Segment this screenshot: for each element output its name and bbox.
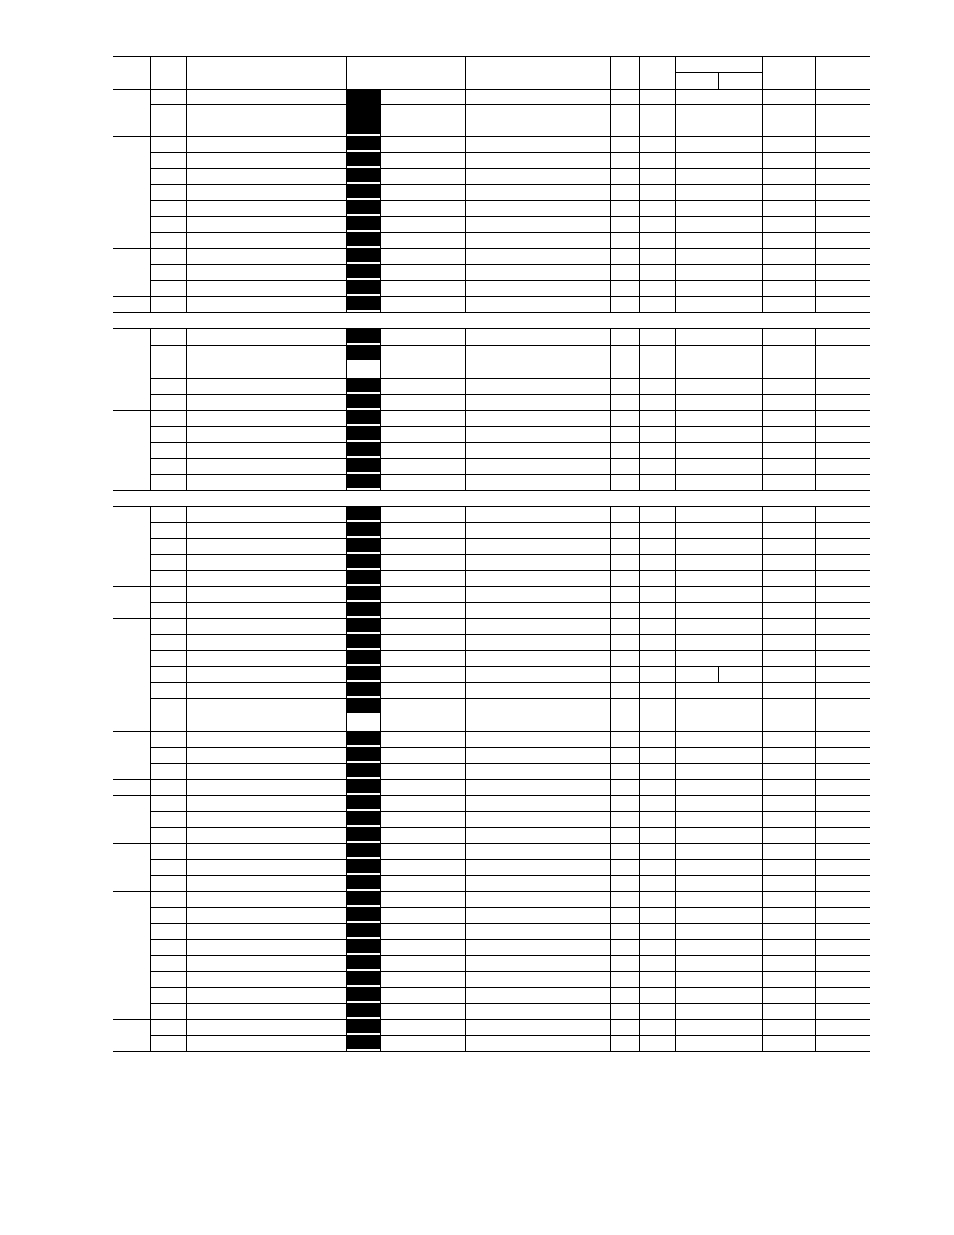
section-3-filled-cell-10 (346, 667, 380, 680)
section-1-filled-cell-12 (346, 297, 380, 310)
section-1-filled-cell-8 (346, 233, 380, 246)
section-3-filled-cell-9 (346, 651, 380, 664)
section-2-filled-cell-3 (346, 395, 380, 408)
section-1-filled-cell-6 (346, 201, 380, 214)
section-3-filled-cell-16 (346, 780, 380, 793)
section-2-filled-cell-8 (346, 475, 380, 488)
section-1-filled-cell-5 (346, 185, 380, 198)
section-3-filled-cell-11 (346, 683, 380, 696)
section-1-filled-cell-3 (346, 153, 380, 166)
section-3-filled-cell-0 (346, 507, 380, 520)
section-3-filled-cell-20 (346, 844, 380, 857)
section-2-filled-cell-4 (346, 411, 380, 424)
section-2-filled-cell-2 (346, 379, 380, 392)
section-3-filled-cell-19 (346, 828, 380, 841)
section-1-filled-cell-9 (346, 249, 380, 262)
section-3-filled-cell-5 (346, 587, 380, 600)
section-1-filled-cell-4 (346, 169, 380, 182)
section-3-filled-cell-13 (346, 732, 380, 745)
section-2-filled-cell-7 (346, 459, 380, 472)
section-3-filled-cell-14 (346, 748, 380, 761)
section-1-filled-cell-10 (346, 265, 380, 278)
section-2-filled-cell-6 (346, 443, 380, 456)
section-3-filled-cell-27 (346, 956, 380, 969)
section-3-filled-cell-3 (346, 555, 380, 568)
section-3-filled-cell-26 (346, 940, 380, 953)
section-3-filled-cell-29 (346, 988, 380, 1001)
section-2-filled-cell-5 (346, 427, 380, 440)
section-2-filled-cell-0 (346, 329, 380, 343)
section-3-filled-cell-4 (346, 571, 380, 584)
section-3-filled-cell-25 (346, 924, 380, 937)
section-3-filled-cell-28 (346, 972, 380, 985)
section-3-filled-cell-1 (346, 523, 380, 536)
section-3-filled-cell-31 (346, 1020, 380, 1033)
section-1-filled-cell-1 (346, 105, 380, 134)
section-1-filled-cell-11 (346, 281, 380, 294)
section-3-filled-cell-18 (346, 812, 380, 825)
section-3-filled-cell-8 (346, 635, 380, 648)
section-3-filled-cell-22 (346, 876, 380, 889)
section-3-filled-cell-24 (346, 908, 380, 921)
section-3-filled-cell-6 (346, 603, 380, 616)
section-3-filled-cell-2 (346, 539, 380, 552)
section-1-filled-cell-2 (346, 137, 380, 150)
section-3-filled-cell-21 (346, 860, 380, 873)
section-1-filled-cell-7 (346, 217, 380, 230)
section-3-filled-cell-23 (346, 892, 380, 905)
section-3-filled-cell-12 (346, 699, 380, 713)
section-2-filled-cell-1 (346, 346, 380, 360)
section-3-filled-cell-15 (346, 764, 380, 777)
section-3-filled-cell-32 (346, 1036, 380, 1049)
section-3-filled-cell-17 (346, 796, 380, 809)
section-3-filled-cell-7 (346, 619, 380, 632)
section-3-filled-cell-30 (346, 1004, 380, 1017)
